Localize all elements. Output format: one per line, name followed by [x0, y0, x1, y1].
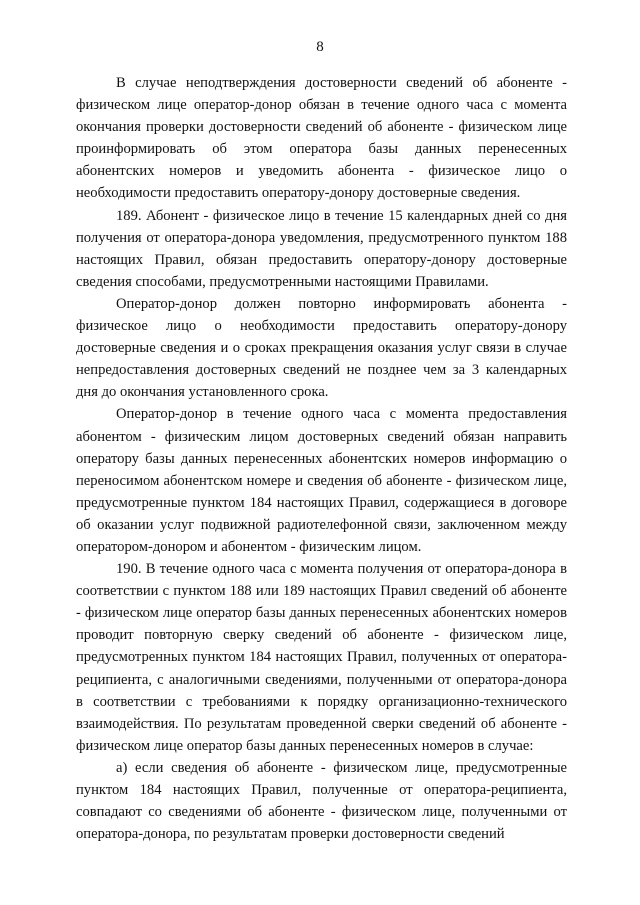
document-body — [76, 72, 567, 845]
paragraph: В случае неподтверждения достоверности сведений об абоненте - физическом лице оператор-донор обязан в течение одного часа с момента окончания проверки достоверности сведений об абоненте - физическом лице проинформировать об этом оператора базы данных перенесенных абонентских номеров и уведомить абонента - физическое лицо о необходимости предоставить оператору-донору достоверные сведения. — [76, 75, 567, 202]
paragraph: Оператор-донор должен повторно информировать абонента - физическое лицо о необходимости предоставить оператору-донору достоверные сведения и о сроках прекращения оказания услуг связи в случае непредоставления достоверных сведений не позднее чем за 3 календарных дня до окончания установленного срока. — [76, 295, 567, 401]
paragraph-190: 190. В течение одного часа с момента получения от оператора-донора в соответствии с пунктом 188 или 189 настоящих Правил сведений об абоненте - физическом лице оператор базы данных перенесенных абонентских номеров проводит повторную сверку сведений об абоненте - физическом лице, предусмотренных пунктом 184 настоящих Правил, полученных от оператора-реципиента, с аналогичными сведениями, полученными от оператора-донора в соответствии с требованиями к порядку организационно-технического взаимодействия. По результатам проведенной сверки сведений об абоненте - физическом лице оператор базы данных перенесенных номеров в случае: — [76, 561, 567, 754]
paragraph-189: 189. Абонент - физическое лицо в течение 15 календарных дней со дня получения от оператора-донора уведомления, предусмотренного пунктом 188 настоящих Правил, обязан предоставить оператору-донору достоверные сведения способами, предусмотренными настоящими Правилами. — [76, 207, 567, 290]
page-number: 8 — [316, 39, 324, 55]
subparagraph-a: а) если сведения об абоненте - физическом лице, предусмотренные пунктом 184 настоящих Правил, полученные от оператора-реципиента, совпадают со сведениями об абоненте - физическом лице, полученными от оператора-донора, по результатам проверки достоверности сведений — [76, 759, 567, 843]
paragraph: Оператор-донор в течение одного часа с момента предоставления абонентом - физическим лицом достоверных сведений обязан направить оператору базы данных перенесенных абонентских номеров информацию о переносимом абонентском номере и сведения об абоненте - физическом лице, предусмотренные пунктом 184 настоящих Правил, содержащиеся в договоре об оказании услуг подвижной радиотелефонной связи, заключенном между оператором-донором и абонентом - физическим лицом. — [76, 406, 567, 555]
